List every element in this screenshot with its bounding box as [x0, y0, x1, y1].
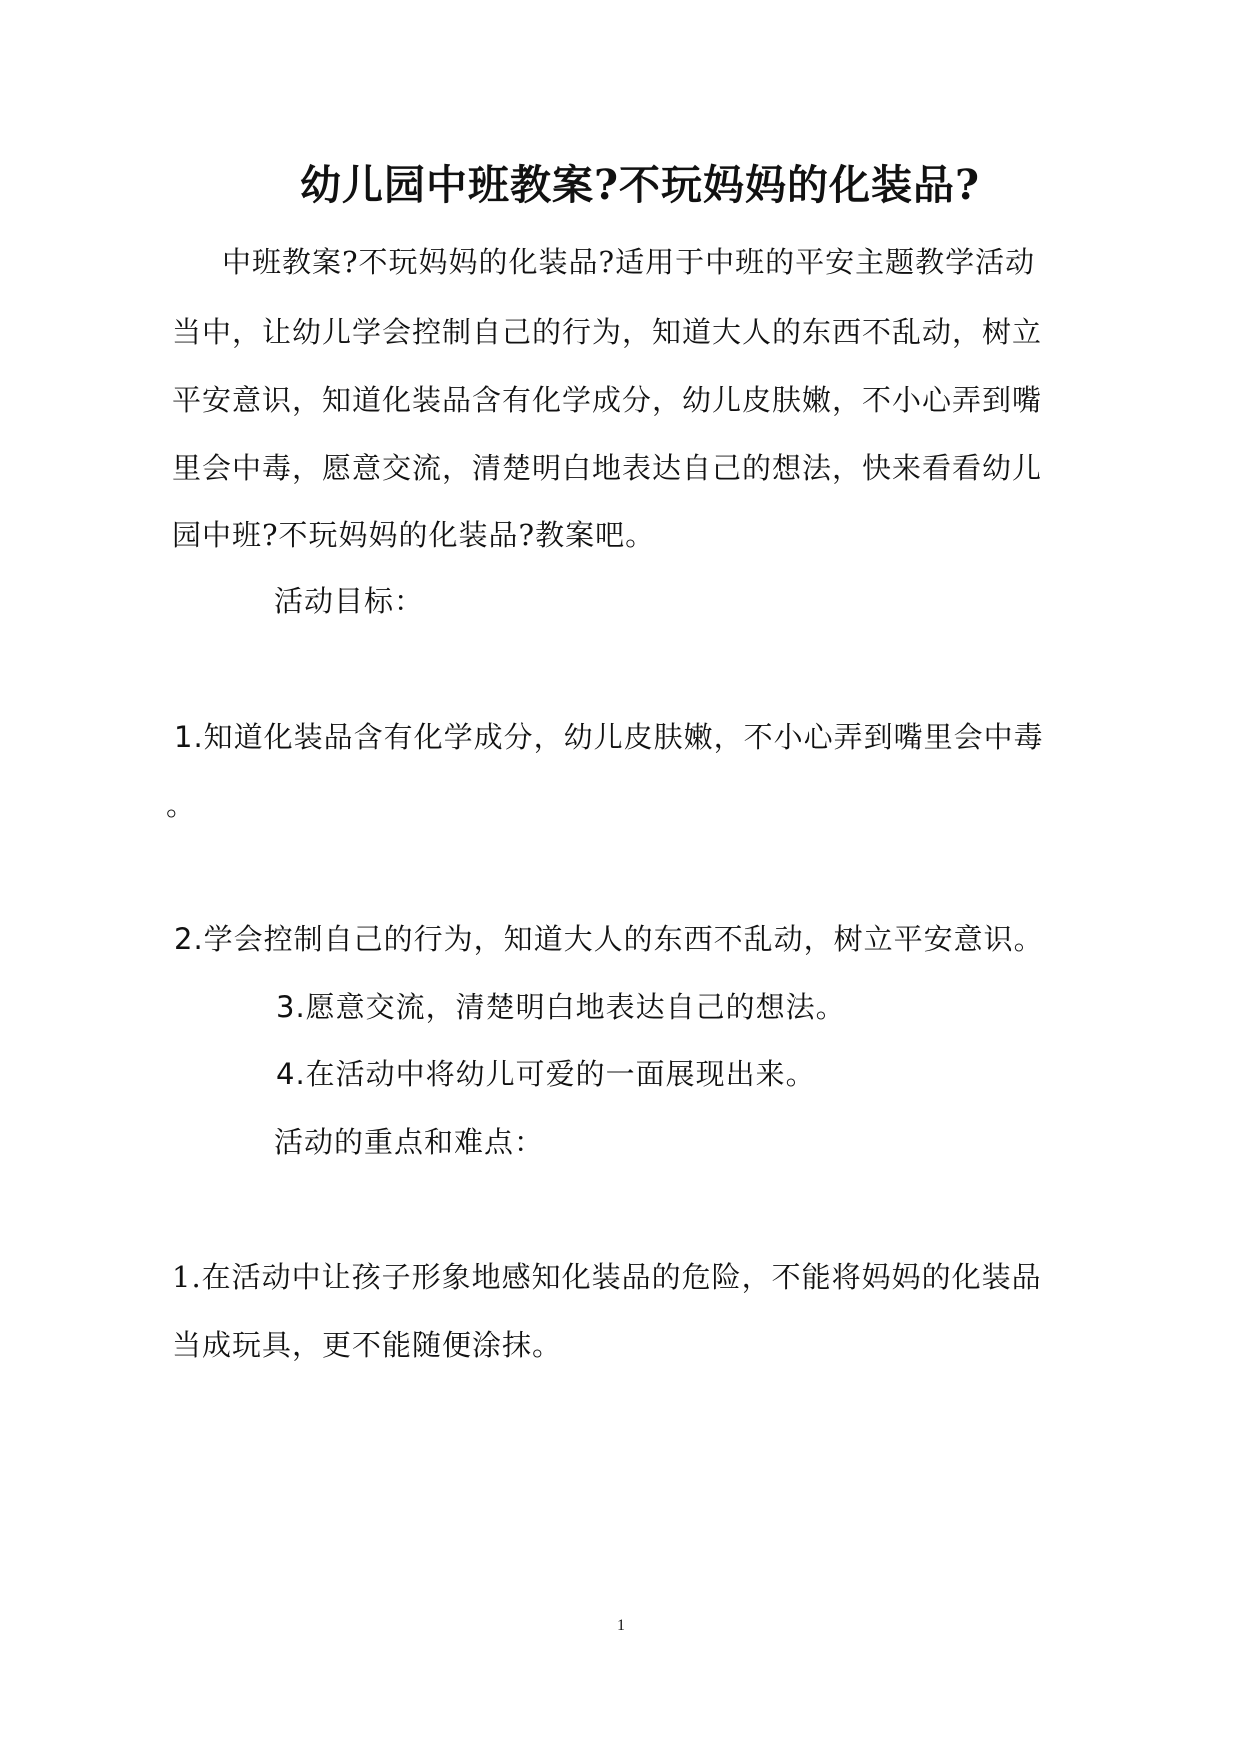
intro-line-5: 园中班?不玩妈妈的化装品?教案吧。 [172, 518, 656, 552]
intro-line-4: 里会中毒，愿意交流，清楚明白地表达自己的想法，快来看看幼儿 [172, 451, 1043, 485]
intro-line-1: 中班教案?不玩妈妈的化装品?适用于中班的平安主题教学活动 [222, 245, 1036, 279]
goal-4-text: 在活动中将幼儿可爱的一面展现出来。 [305, 1057, 816, 1091]
intro-line-2: 当中，让幼儿学会控制自己的行为，知道大人的东西不乱动，树立 [172, 315, 1043, 349]
goal-2 [174, 917, 1044, 958]
key-point-1-line-2: 当成玩具，更不能随便涂抹。 [172, 1328, 563, 1362]
key-points-heading: 活动的重点和难点： [274, 1125, 545, 1159]
goal-3-text: 愿意交流，清楚明白地表达自己的想法。 [305, 990, 846, 1024]
goal-4-number: 4. [276, 1057, 306, 1091]
page-number: 1 [617, 1617, 625, 1634]
key-point-1-line-1: 1.在活动中让孩子形象地感知化装品的危险，不能将妈妈的化装品 [172, 1260, 1042, 1294]
goal-1-text: 知道化装品含有化学成分，幼儿皮肤嫩，不小心弄到嘴里会中毒 [203, 720, 1044, 754]
goal-2-text: 学会控制自己的行为，知道大人的东西不乱动，树立平安意识。 [203, 922, 1044, 956]
goal-3 [276, 985, 846, 1026]
goal-1-line-1 [174, 715, 1044, 756]
goal-1-number: 1. [174, 720, 204, 754]
goal-3-number: 3. [276, 990, 306, 1024]
document-title: 幼儿园中班教案?不玩妈妈的化装品? [300, 161, 981, 209]
goal-1-line-2: 。 [166, 788, 197, 822]
goal-2-number: 2. [174, 922, 204, 956]
intro-line-3: 平安意识，知道化装品含有化学成分，幼儿皮肤嫩，不小心弄到嘴 [172, 383, 1043, 417]
goal-4 [276, 1052, 816, 1093]
goals-heading: 活动目标： [274, 584, 425, 618]
